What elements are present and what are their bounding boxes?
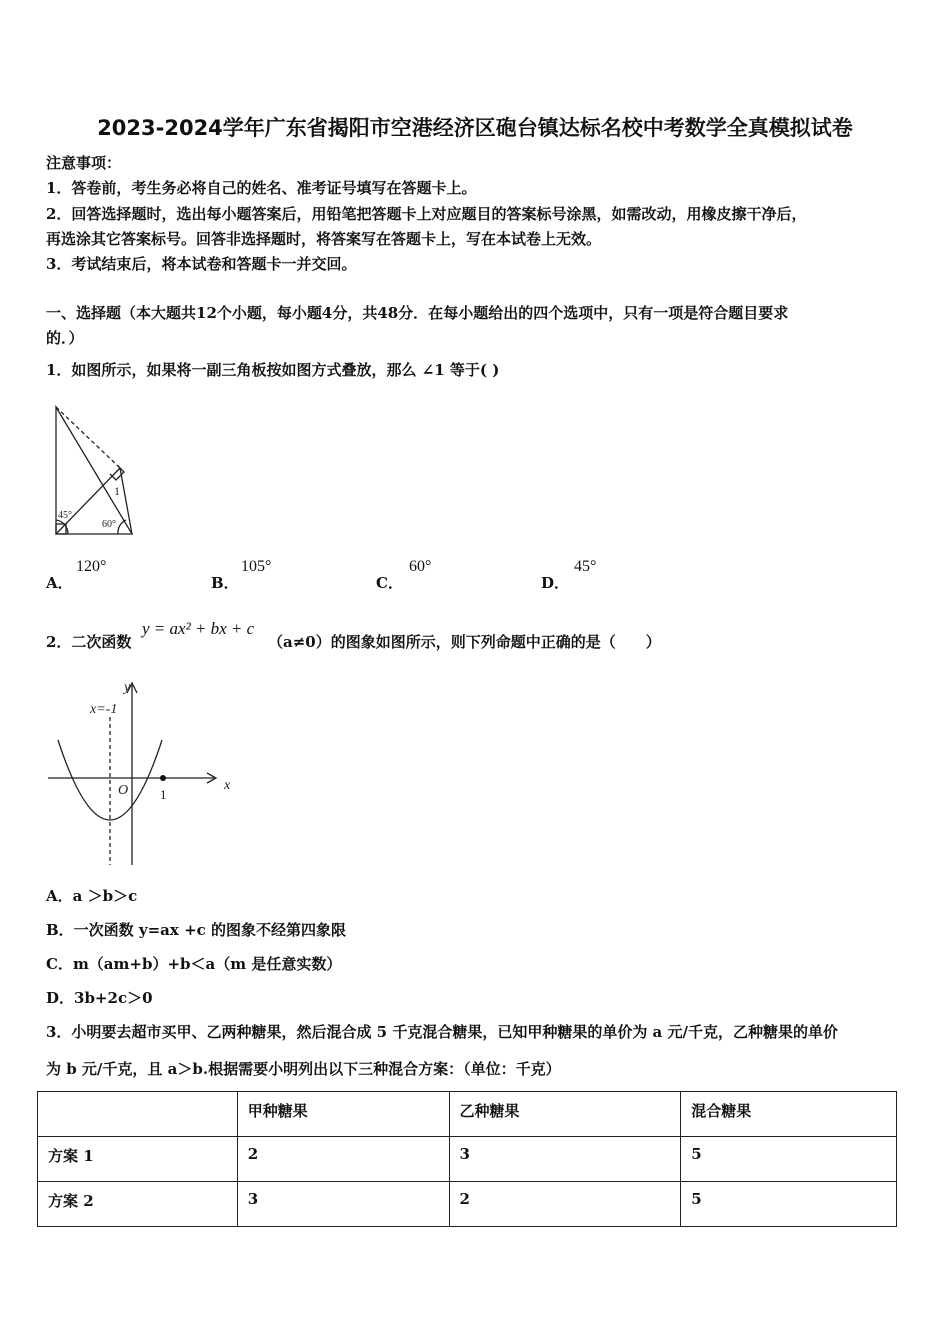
symmetry-label: x=-1 (90, 702, 118, 717)
q1-option-c-letter: C． (376, 574, 403, 592)
q1-option-d-value: 45° (574, 558, 597, 575)
angle-1-label: 1 (114, 484, 120, 498)
table-header-cell: 乙种糖果 (449, 1092, 681, 1137)
q1-option-b-letter: B． (211, 574, 239, 592)
q2-stem-end: （a≠0）的图象如图所示，则下列命题中正确的是（ ） (268, 633, 661, 651)
q2-option-a: A．a ＞b＞c (46, 887, 138, 905)
notice-heading: 注意事项： (46, 154, 122, 172)
q1-triangle-figure (48, 400, 138, 540)
table-header-cell: 甲种糖果 (237, 1092, 449, 1137)
table-header-row (38, 1092, 897, 1137)
y-label: y (124, 680, 131, 695)
table-header-cell: 混合糖果 (681, 1092, 897, 1137)
section-heading: 一、选择题（本大题共12个小题，每小题4分，共48分．在每小题给出的四个选项中，只有一项是符合题目要求 (46, 304, 789, 322)
q2-parabola-figure (44, 675, 244, 870)
table-cell: 2 (237, 1137, 449, 1182)
notice-item-1: 1．答卷前，考生务必将自己的姓名、准考证号填写在答题卡上。 (46, 179, 477, 197)
dashed-hypotenuse (56, 407, 120, 468)
x-label: x (224, 778, 231, 793)
table-cell: 3 (449, 1137, 681, 1182)
q1-option-a-letter: A． (46, 574, 73, 592)
q3-stem-line1: 3．小明要去超市买甲、乙两种糖果，然后混合成 5 千克混合糖果，已知甲种糖果的单价为 a 元/千克，乙种糖果的单价 (46, 1023, 838, 1041)
angle-45-label: 45° (58, 510, 72, 521)
q2-option-d: D．3b+2c＞0 (46, 989, 153, 1007)
section-heading-cont: 的．） (46, 329, 84, 347)
q2-option-c: C．m（am+b）+b＜a（m 是任意实数） (46, 955, 342, 973)
q2-formula: y = ax² + bx + c (142, 619, 255, 638)
page-title: 2023-2024学年广东省揭阳市空港经济区砲台镇达标名校中考数学全真模拟试卷 (97, 116, 853, 140)
q1-option-c-value: 60° (409, 558, 432, 575)
table-row (38, 1137, 897, 1182)
mixing-plan-table (37, 1091, 897, 1227)
table-cell: 5 (681, 1137, 897, 1182)
table-cell: 2 (449, 1182, 681, 1227)
q1-option-b-value: 105° (241, 558, 272, 575)
q2-option-b: B．一次函数 y=ax +c 的图象不经第四象限 (46, 921, 346, 939)
table-cell: 方案 2 (38, 1182, 238, 1227)
one-label: 1 (160, 787, 167, 802)
q1-option-a-value: 120° (76, 558, 107, 575)
root-point (160, 775, 166, 781)
table-header-cell (38, 1092, 238, 1137)
q3-stem-line2: 为 b 元/千克，且 a＞b.根据需要小明列出以下三种混合方案：（单位：千克） (46, 1060, 561, 1078)
notice-item-3: 3．考试结束后，将本试卷和答题卡一并交回。 (46, 255, 357, 273)
notice-item-2: 2．回答选择题时，选出每小题答案后，用铅笔把答题卡上对应题目的答案标号涂黑，如需改动，用橡皮擦干净后， (46, 205, 807, 223)
q1-stem: 1．如图所示，如果将一副三角板按如图方式叠放，那么 ∠1 等于( ) (46, 361, 500, 379)
q2-stem-start: 2．二次函数 (46, 633, 132, 651)
notice-item-2-cont: 再选涂其它答案标号。回答非选择题时，将答案写在答题卡上，写在本试卷上无效。 (46, 230, 602, 248)
table-cell: 方案 1 (38, 1137, 238, 1182)
angle-60-label: 60° (102, 519, 116, 530)
origin-label: O (118, 783, 129, 798)
table-cell: 3 (237, 1182, 449, 1227)
q1-option-d-letter: D． (541, 574, 570, 592)
table-row (38, 1182, 897, 1227)
table-cell: 5 (681, 1182, 897, 1227)
